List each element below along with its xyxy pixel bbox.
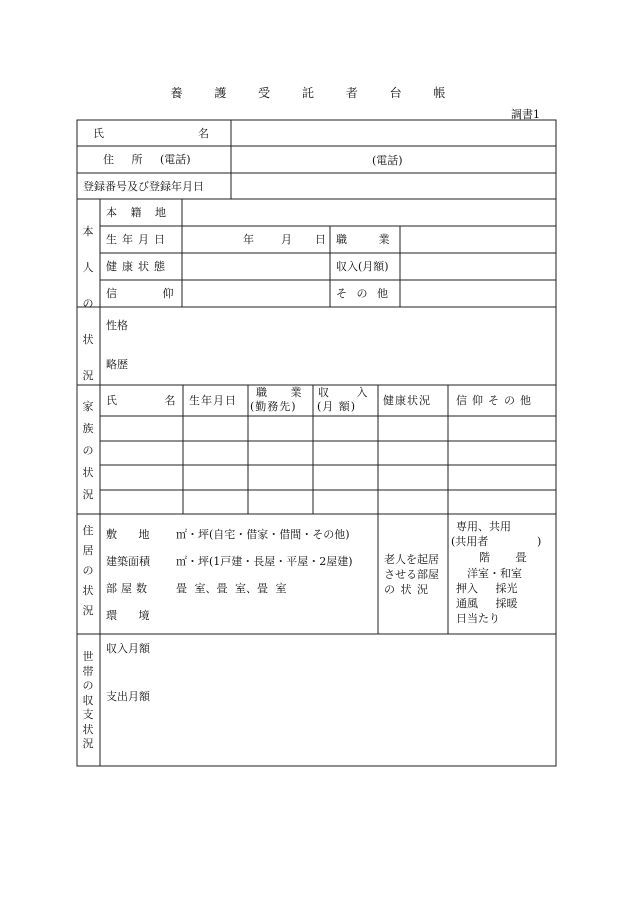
income-label: 収入(月額) <box>336 260 389 273</box>
name-label: 氏 <box>93 127 109 140</box>
room-info-shared-close: ) <box>537 535 542 548</box>
form-title: 養 護 受 託 者 台 帳 <box>170 86 460 100</box>
building-label: 建築面積 <box>106 555 150 568</box>
registration-label: 登録番号及び登録年月日 <box>83 180 204 193</box>
name-label-2: 名 <box>198 127 214 140</box>
elderly-room-line-3: の 状 況 <box>384 583 429 596</box>
health-label: 健康状態 <box>106 260 170 273</box>
birth-label: 生年月日 <box>106 233 170 246</box>
site-label: 敷 地 <box>106 528 150 541</box>
room-info-air: 通風 採暖 <box>456 597 518 610</box>
domicile-label: 本 籍 地 <box>106 206 166 219</box>
family-section-label: 家 族 の 状 況 <box>82 400 94 501</box>
address-label: 住 所 (電話) <box>103 153 191 166</box>
phone-label: (電話) <box>372 154 403 167</box>
family-col-birth: 生年月日 <box>189 394 237 407</box>
history-label: 略歴 <box>106 358 128 371</box>
family-col-health: 健康状況 <box>383 394 431 407</box>
family-col-income: 収 入 <box>318 386 368 399</box>
room-info-use: 専用、共用 <box>456 520 511 533</box>
elderly-room-line-2: させる部屋 <box>384 568 439 581</box>
household-expense-label: 支出月額 <box>106 690 150 703</box>
family-col-monthly: (月 額) <box>317 400 357 413</box>
household-section-label: 世 帯 の 収 支 状 況 <box>82 650 94 750</box>
room-info-light: 押入 採光 <box>456 582 518 595</box>
room-info-type: 洋室・和室 <box>467 567 522 580</box>
faith-label: 信 仰 <box>106 287 174 300</box>
occupation-label: 職 業 <box>336 233 390 246</box>
elderly-room-line-1: 老人を起居 <box>384 553 439 566</box>
date-month: 月 <box>281 233 292 246</box>
building-detail: ㎡・坪(1戸建・長屋・平屋・2屋建) <box>176 555 353 568</box>
document-number: 調書1 <box>511 108 540 121</box>
rooms-detail: 畳 室、畳 室、畳 室 <box>176 582 287 595</box>
date-day: 日 <box>315 233 326 246</box>
family-col-name: 氏 名 <box>106 394 176 407</box>
household-income-label: 収入月額 <box>106 642 150 655</box>
site-detail: ㎡・坪(自宅・借家・借間・その他) <box>176 528 350 541</box>
family-col-occupation: 職 業 <box>256 386 302 399</box>
rooms-label: 部屋数 <box>106 582 151 595</box>
environment-label: 環 境 <box>106 609 150 622</box>
self-section-label: 本 人 の 状 況 <box>82 225 94 382</box>
personality-label: 性格 <box>106 319 128 332</box>
room-info-shared: (共用者 <box>451 535 489 548</box>
room-info-floor: 階 畳 <box>479 551 527 564</box>
family-col-workplace: (勤務先) <box>250 400 297 413</box>
date-year: 年 <box>243 233 254 246</box>
housing-section-label: 住 居 の 状 況 <box>82 524 94 617</box>
room-info-sun: 日当たり <box>456 612 500 625</box>
family-col-faith: 信仰その他 <box>456 394 536 407</box>
other-label: そ の 他 <box>336 287 388 300</box>
